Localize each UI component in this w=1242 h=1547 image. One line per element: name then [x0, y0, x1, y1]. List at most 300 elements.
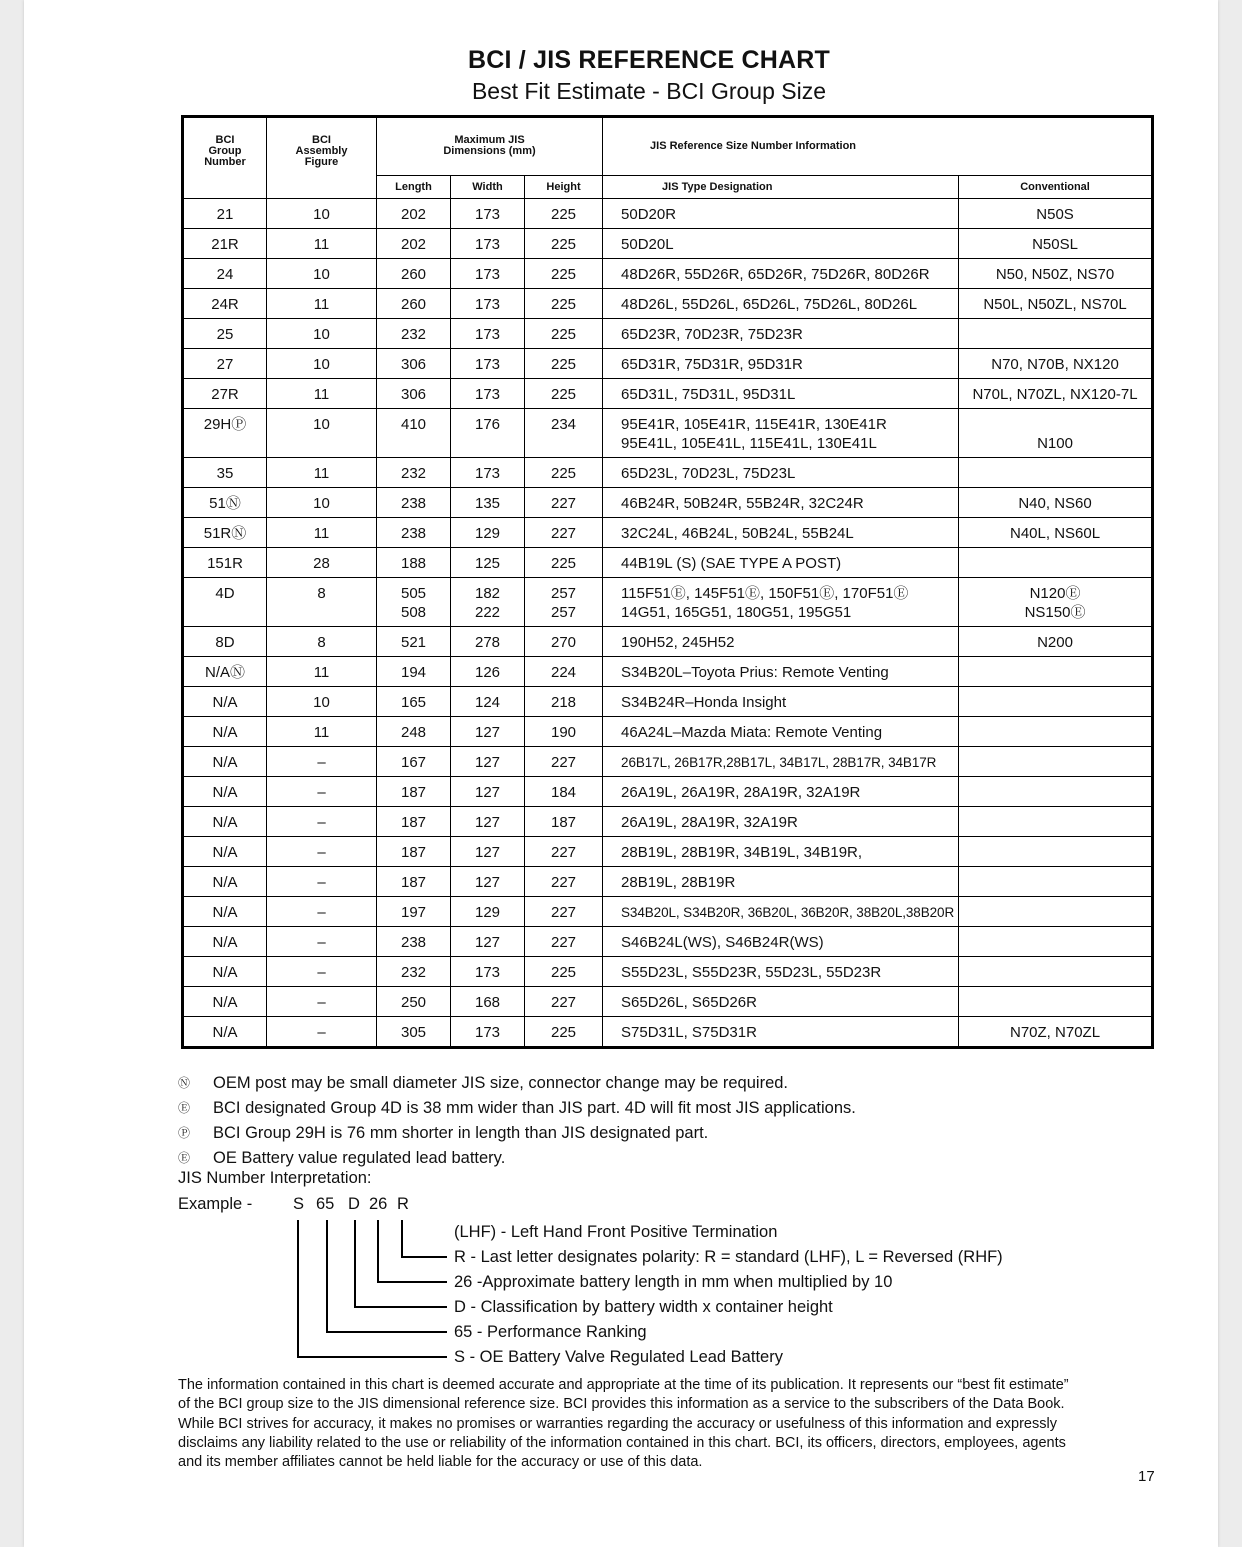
cell-figure [267, 867, 377, 897]
cell-jis-type-line: 65D23L, 70D23L, 75D23L [621, 465, 796, 482]
legend-item: D - Classification by battery width x container height [454, 1298, 833, 1316]
cell-height [525, 259, 603, 289]
cell-length-line: 505 [400, 585, 427, 602]
cell-figure-line: – [317, 904, 326, 921]
legend-item: 26 -Approximate battery length in mm when multiplied by 10 [454, 1273, 893, 1291]
cell-figure-line: 11 [313, 386, 330, 403]
cell-width [451, 657, 525, 687]
cell-jis-type-line: 46B24R, 50B24R, 55B24R, 32C24R [621, 495, 864, 512]
cell-height [525, 518, 603, 548]
cell-height-line: 190 [551, 724, 577, 741]
cell-jis-type [603, 927, 959, 957]
cell-jis-type-line: S34B20L–Toyota Prius: Remote Venting [621, 664, 889, 681]
cell-group-line: 25 [216, 326, 234, 343]
cell-length [377, 199, 451, 229]
cell-width-line: 127 [474, 844, 501, 861]
cell-jis-type-line: 44B19L (S) (SAE TYPE A POST) [621, 555, 842, 572]
cell-group [183, 199, 267, 229]
cell-jis-type-line: 28B19L, 28B19R, 34B19L, 34B19R, [621, 844, 863, 861]
cell-width [451, 458, 525, 488]
cell-jis-type [603, 837, 959, 867]
cell-conventional-line [959, 963, 1151, 982]
cell-height-line: 225 [551, 386, 577, 403]
cell-conventional-line [959, 693, 1151, 712]
cell-conventional-line: N70, N70B, NX120 [991, 356, 1119, 373]
cell-conventional-line [959, 993, 1151, 1012]
cell-length [377, 1017, 451, 1048]
cell-width [451, 349, 525, 379]
cell-figure [267, 687, 377, 717]
cell-length-line: 306 [400, 356, 427, 373]
cell-figure [267, 518, 377, 548]
cell-conventional [959, 488, 1153, 518]
cell-figure-line: – [317, 994, 326, 1011]
cell-figure-line: 10 [313, 266, 330, 283]
cell-group-line: 4D [215, 585, 235, 602]
cell-group-line: N/A [212, 874, 238, 891]
example-part: R [397, 1195, 409, 1213]
cell-length-line: 187 [400, 874, 427, 891]
cell-jis-type [603, 957, 959, 987]
cell-width-line: 124 [474, 694, 501, 711]
cell-figure-line: 10 [313, 416, 330, 433]
cell-jis-type [603, 747, 959, 777]
cell-width-line: 127 [474, 874, 501, 891]
header-max-jis-label: Maximum JIS Dimensions (mm) [443, 134, 536, 157]
cell-figure-line: 8 [317, 634, 326, 651]
cell-conventional [959, 687, 1153, 717]
chart-title: BCI / JIS REFERENCE CHART [468, 46, 830, 74]
cell-width-line: 278 [474, 634, 501, 651]
connector-line [377, 1220, 379, 1282]
cell-length-line: 187 [400, 784, 427, 801]
cell-width [451, 897, 525, 927]
cell-conventional-line [959, 903, 1151, 922]
cell-figure [267, 578, 377, 627]
table-row [183, 518, 1153, 548]
cell-height [525, 987, 603, 1017]
cell-length [377, 987, 451, 1017]
cell-width-line: 173 [474, 465, 501, 482]
cell-figure-line: 11 [313, 724, 330, 741]
cell-group [183, 687, 267, 717]
cell-group-line: N/A [212, 694, 238, 711]
cell-conventional [959, 379, 1153, 409]
cell-width [451, 409, 525, 458]
cell-figure-line: – [317, 844, 326, 861]
cell-jis-type [603, 289, 959, 319]
cell-height-line: 187 [551, 814, 577, 831]
cell-figure-line: 11 [313, 664, 330, 681]
cell-length-line: 194 [400, 664, 427, 681]
cell-figure [267, 717, 377, 747]
cell-conventional [959, 657, 1153, 687]
cell-jis-type [603, 199, 959, 229]
cell-group-line: N/A [212, 784, 238, 801]
cell-figure-line: 28 [313, 555, 330, 572]
table-row [183, 548, 1153, 578]
cell-conventional [959, 1017, 1153, 1048]
table-row [183, 657, 1153, 687]
cell-height-line: 227 [551, 844, 577, 861]
cell-width [451, 1017, 525, 1048]
cell-conventional [959, 927, 1153, 957]
cell-figure [267, 777, 377, 807]
cell-figure-line: 10 [313, 694, 330, 711]
cell-length [377, 837, 451, 867]
cell-height [525, 319, 603, 349]
cell-length [377, 289, 451, 319]
cell-group-line: N/A [212, 1024, 238, 1041]
table-row [183, 807, 1153, 837]
table-row [183, 289, 1153, 319]
cell-figure [267, 897, 377, 927]
cell-group [183, 927, 267, 957]
table-row [183, 409, 1153, 458]
cell-height-line: 225 [551, 236, 577, 253]
cell-width [451, 747, 525, 777]
cell-width-line: 176 [474, 416, 501, 433]
cell-length [377, 518, 451, 548]
cell-jis-type-line: 28B19L, 28B19R [621, 874, 736, 891]
cell-width-line: 126 [474, 664, 501, 681]
cell-figure-line: – [317, 754, 326, 771]
cell-width [451, 807, 525, 837]
cell-width-line: 129 [474, 904, 501, 921]
cell-jis-type-line: 115F51Ⓔ, 145F51Ⓔ, 150F51Ⓔ, 170F51Ⓔ [621, 585, 909, 602]
cell-figure-line: 11 [313, 465, 330, 482]
cell-width [451, 867, 525, 897]
table-row [183, 458, 1153, 488]
cell-group [183, 717, 267, 747]
cell-jis-type [603, 987, 959, 1017]
cell-figure-line: – [317, 784, 326, 801]
example-label: Example - [178, 1195, 253, 1213]
cell-conventional-line [959, 723, 1151, 742]
cell-figure [267, 349, 377, 379]
cell-height-line: 270 [551, 634, 577, 651]
cell-figure [267, 987, 377, 1017]
header-jis-info [603, 117, 1153, 176]
header-bci-assembly-label: BCI Assembly Figure [295, 134, 348, 168]
table-row [183, 747, 1153, 777]
cell-conventional [959, 409, 1153, 458]
cell-jis-type [603, 548, 959, 578]
cell-jis-type-line: 26A19L, 26A19R, 28A19R, 32A19R [621, 784, 861, 801]
cell-jis-type [603, 409, 959, 458]
cell-length [377, 957, 451, 987]
cell-length [377, 657, 451, 687]
cell-width [451, 777, 525, 807]
cell-conventional-line [959, 933, 1151, 952]
cell-length [377, 259, 451, 289]
cell-figure [267, 319, 377, 349]
cell-conventional-line: N200 [1037, 634, 1073, 651]
connector-line [297, 1220, 299, 1357]
cell-conventional-line: N50, N50Z, NS70 [995, 266, 1115, 283]
cell-width [451, 518, 525, 548]
cell-length-line: 248 [400, 724, 427, 741]
cell-length [377, 548, 451, 578]
cell-jis-type-line: 65D31R, 75D31R, 95D31R [621, 356, 803, 373]
table-row [183, 488, 1153, 518]
cell-length-line: 410 [400, 416, 427, 433]
cell-group [183, 518, 267, 548]
cell-group [183, 379, 267, 409]
table-row [183, 687, 1153, 717]
cell-group-line: N/A [212, 934, 238, 951]
interpretation-heading: JIS Number Interpretation: [178, 1169, 372, 1187]
cell-width [451, 289, 525, 319]
cell-conventional-line [959, 663, 1151, 682]
header-bci-assembly [267, 117, 377, 199]
cell-jis-type-line: 26B17L, 26B17R,28B17L, 34B17L, 28B17R, 34B17R [621, 755, 937, 770]
cell-height [525, 957, 603, 987]
cell-jis-type-line: 48D26L, 55D26L, 65D26L, 75D26L, 80D26L [621, 296, 918, 313]
cell-conventional [959, 289, 1153, 319]
cell-jis-type-line: 50D20L [621, 236, 674, 253]
cell-jis-type [603, 259, 959, 289]
cell-figure [267, 458, 377, 488]
cell-jis-type-line: 65D23R, 70D23R, 75D23R [621, 326, 803, 343]
cell-width [451, 319, 525, 349]
cell-group-line: 27 [216, 356, 234, 373]
footnote-text: OEM post may be small diameter JIS size, connector change may be required. [213, 1074, 789, 1092]
cell-conventional-line [959, 464, 1151, 483]
footnote-symbol: Ⓝ [178, 1076, 191, 1090]
cell-length [377, 747, 451, 777]
cell-jis-type [603, 379, 959, 409]
connector-line [401, 1220, 403, 1257]
cell-height-line: 227 [551, 994, 577, 1011]
cell-figure-line: 11 [313, 296, 330, 313]
cell-group [183, 807, 267, 837]
header-bci-group [183, 117, 267, 199]
cell-width-line: 127 [474, 784, 501, 801]
cell-conventional [959, 987, 1153, 1017]
cell-height-line: 227 [551, 874, 577, 891]
cell-jis-type [603, 229, 959, 259]
cell-group-line: N/A [212, 844, 238, 861]
cell-width [451, 837, 525, 867]
cell-length-line: 187 [400, 814, 427, 831]
cell-conventional [959, 229, 1153, 259]
cell-length-line: 188 [400, 555, 427, 572]
cell-figure-line: – [317, 874, 326, 891]
table-row [183, 259, 1153, 289]
cell-figure-line: – [317, 964, 326, 981]
cell-conventional-line: N70L, N70ZL, NX120-7L [972, 386, 1138, 403]
table-row [183, 777, 1153, 807]
cell-length-line: 238 [400, 495, 427, 512]
table-row [183, 927, 1153, 957]
cell-height-line: 184 [551, 784, 577, 801]
table-row [183, 229, 1153, 259]
cell-length-line: 232 [400, 465, 427, 482]
footnote-text: BCI Group 29H is 76 mm shorter in length than JIS designated part. [213, 1124, 709, 1142]
cell-width-line: 173 [474, 1024, 501, 1041]
cell-group-line: 51RⓃ [203, 525, 247, 542]
cell-height-line: 225 [551, 1024, 577, 1041]
cell-jis-type [603, 518, 959, 548]
cell-group [183, 289, 267, 319]
cell-height [525, 349, 603, 379]
cell-width-line: 127 [474, 754, 501, 771]
cell-conventional [959, 777, 1153, 807]
header-jis-type: JIS Type Designation [603, 176, 959, 199]
cell-group [183, 488, 267, 518]
cell-jis-type-line: S34B20L, S34B20R, 36B20L, 36B20R, 38B20L,38B20R [621, 905, 955, 920]
cell-conventional [959, 957, 1153, 987]
cell-length [377, 897, 451, 927]
cell-width-line: 127 [474, 934, 501, 951]
cell-width-line: 173 [474, 326, 501, 343]
cell-group [183, 747, 267, 777]
cell-conventional-line: N40, NS60 [1018, 495, 1092, 512]
cell-height-line: 257 [551, 604, 577, 621]
cell-group-line: 151R [207, 555, 243, 572]
cell-conventional-line [959, 843, 1151, 862]
cell-length-line: 202 [400, 206, 427, 223]
cell-height [525, 627, 603, 657]
connector-line [326, 1331, 447, 1333]
cell-conventional [959, 349, 1153, 379]
cell-group-line: 24 [216, 266, 234, 283]
cell-group [183, 897, 267, 927]
cell-jis-type-line: 32C24L, 46B24L, 50B24L, 55B24L [621, 525, 854, 542]
table-row [183, 1017, 1153, 1048]
example-part: S [293, 1195, 305, 1213]
cell-figure-line: 10 [313, 356, 330, 373]
cell-group-line: N/A [212, 904, 238, 921]
header-height: Height [525, 176, 603, 199]
cell-group-line: 29HⓅ [203, 416, 247, 433]
cell-conventional [959, 717, 1153, 747]
table-row [183, 199, 1153, 229]
cell-height [525, 578, 603, 627]
cell-conventional [959, 897, 1153, 927]
cell-length-line: 521 [400, 634, 427, 651]
cell-length-line: 232 [400, 964, 427, 981]
table-row [183, 578, 1153, 627]
cell-figure-line: – [317, 934, 326, 951]
cell-length [377, 379, 451, 409]
chart-subtitle: Best Fit Estimate - BCI Group Size [471, 78, 827, 104]
cell-group-line: 51Ⓝ [209, 495, 241, 512]
cell-jis-type-line: 14G51, 165G51, 180G51, 195G51 [621, 604, 852, 621]
cell-conventional [959, 627, 1153, 657]
cell-group-line: 27R [211, 386, 239, 403]
cell-figure [267, 957, 377, 987]
cell-jis-type [603, 458, 959, 488]
cell-figure [267, 379, 377, 409]
cell-figure-line: 11 [313, 525, 330, 542]
cell-length-line: 197 [400, 904, 427, 921]
table-row [183, 837, 1153, 867]
cell-height [525, 897, 603, 927]
cell-group-line: 21R [211, 236, 239, 253]
cell-figure [267, 837, 377, 867]
cell-height [525, 548, 603, 578]
cell-length [377, 319, 451, 349]
cell-conventional-line: N50SL [1032, 236, 1078, 253]
cell-height [525, 458, 603, 488]
cell-length-line: 250 [400, 994, 427, 1011]
cell-length-line: 167 [400, 754, 427, 771]
cell-jis-type-line: 46A24L–Mazda Miata: Remote Venting [621, 724, 883, 741]
table-row [183, 319, 1153, 349]
cell-conventional-line [959, 325, 1151, 344]
cell-group [183, 458, 267, 488]
cell-group [183, 578, 267, 627]
header-width: Width [451, 176, 525, 199]
cell-height-line: 234 [551, 416, 577, 433]
cell-height [525, 777, 603, 807]
cell-group [183, 319, 267, 349]
cell-group [183, 657, 267, 687]
interpretation-legend [454, 1220, 1003, 1370]
cell-height [525, 1017, 603, 1048]
cell-figure-line: 11 [313, 236, 330, 253]
cell-height [525, 289, 603, 319]
page-number: 17 [1138, 1468, 1155, 1485]
example-part: 26 [369, 1195, 388, 1213]
cell-group-line: 8D [215, 634, 235, 651]
cell-group-line: N/AⓃ [204, 664, 245, 681]
header-length: Length [377, 176, 451, 199]
cell-width [451, 488, 525, 518]
cell-jis-type-line: 190H52, 245H52 [621, 634, 735, 651]
cell-length [377, 578, 451, 627]
header-bci-group-label: BCI Group Number [204, 134, 246, 168]
cell-jis-type-line: 48D26R, 55D26R, 65D26R, 75D26R, 80D26R [621, 266, 930, 283]
cell-conventional [959, 867, 1153, 897]
cell-length [377, 488, 451, 518]
cell-height-line: 225 [551, 326, 577, 343]
cell-conventional [959, 578, 1153, 627]
cell-width [451, 199, 525, 229]
cell-width [451, 578, 525, 627]
cell-jis-type-line: S34B24R–Honda Insight [621, 694, 787, 711]
cell-figure [267, 627, 377, 657]
cell-height-line: 227 [551, 525, 577, 542]
cell-jis-type-line: 95E41L, 105E41L, 115E41L, 130E41L [621, 435, 877, 452]
cell-figure [267, 927, 377, 957]
cell-conventional [959, 807, 1153, 837]
connector-line [326, 1220, 328, 1332]
cell-length [377, 349, 451, 379]
cell-length-line: 238 [400, 934, 427, 951]
cell-width-line: 173 [474, 386, 501, 403]
header-jis-info-label: JIS Reference Size Number Information [650, 140, 857, 152]
legend-item: R - Last letter designates polarity: R = standard (LHF), L = Reversed (RHF) [454, 1248, 1003, 1266]
cell-conventional [959, 458, 1153, 488]
cell-conventional-line: N50S [1036, 206, 1074, 223]
cell-length-line: 202 [400, 236, 427, 253]
table-row [183, 897, 1153, 927]
cell-width [451, 259, 525, 289]
cell-length-line: 187 [400, 844, 427, 861]
cell-figure-line: 10 [313, 206, 330, 223]
connector-line [401, 1256, 447, 1258]
cell-group [183, 548, 267, 578]
cell-figure-line: 8 [317, 585, 326, 602]
cell-jis-type [603, 687, 959, 717]
cell-length-line: 305 [400, 1024, 427, 1041]
cell-conventional [959, 747, 1153, 777]
cell-figure-line: – [317, 814, 326, 831]
cell-height [525, 807, 603, 837]
